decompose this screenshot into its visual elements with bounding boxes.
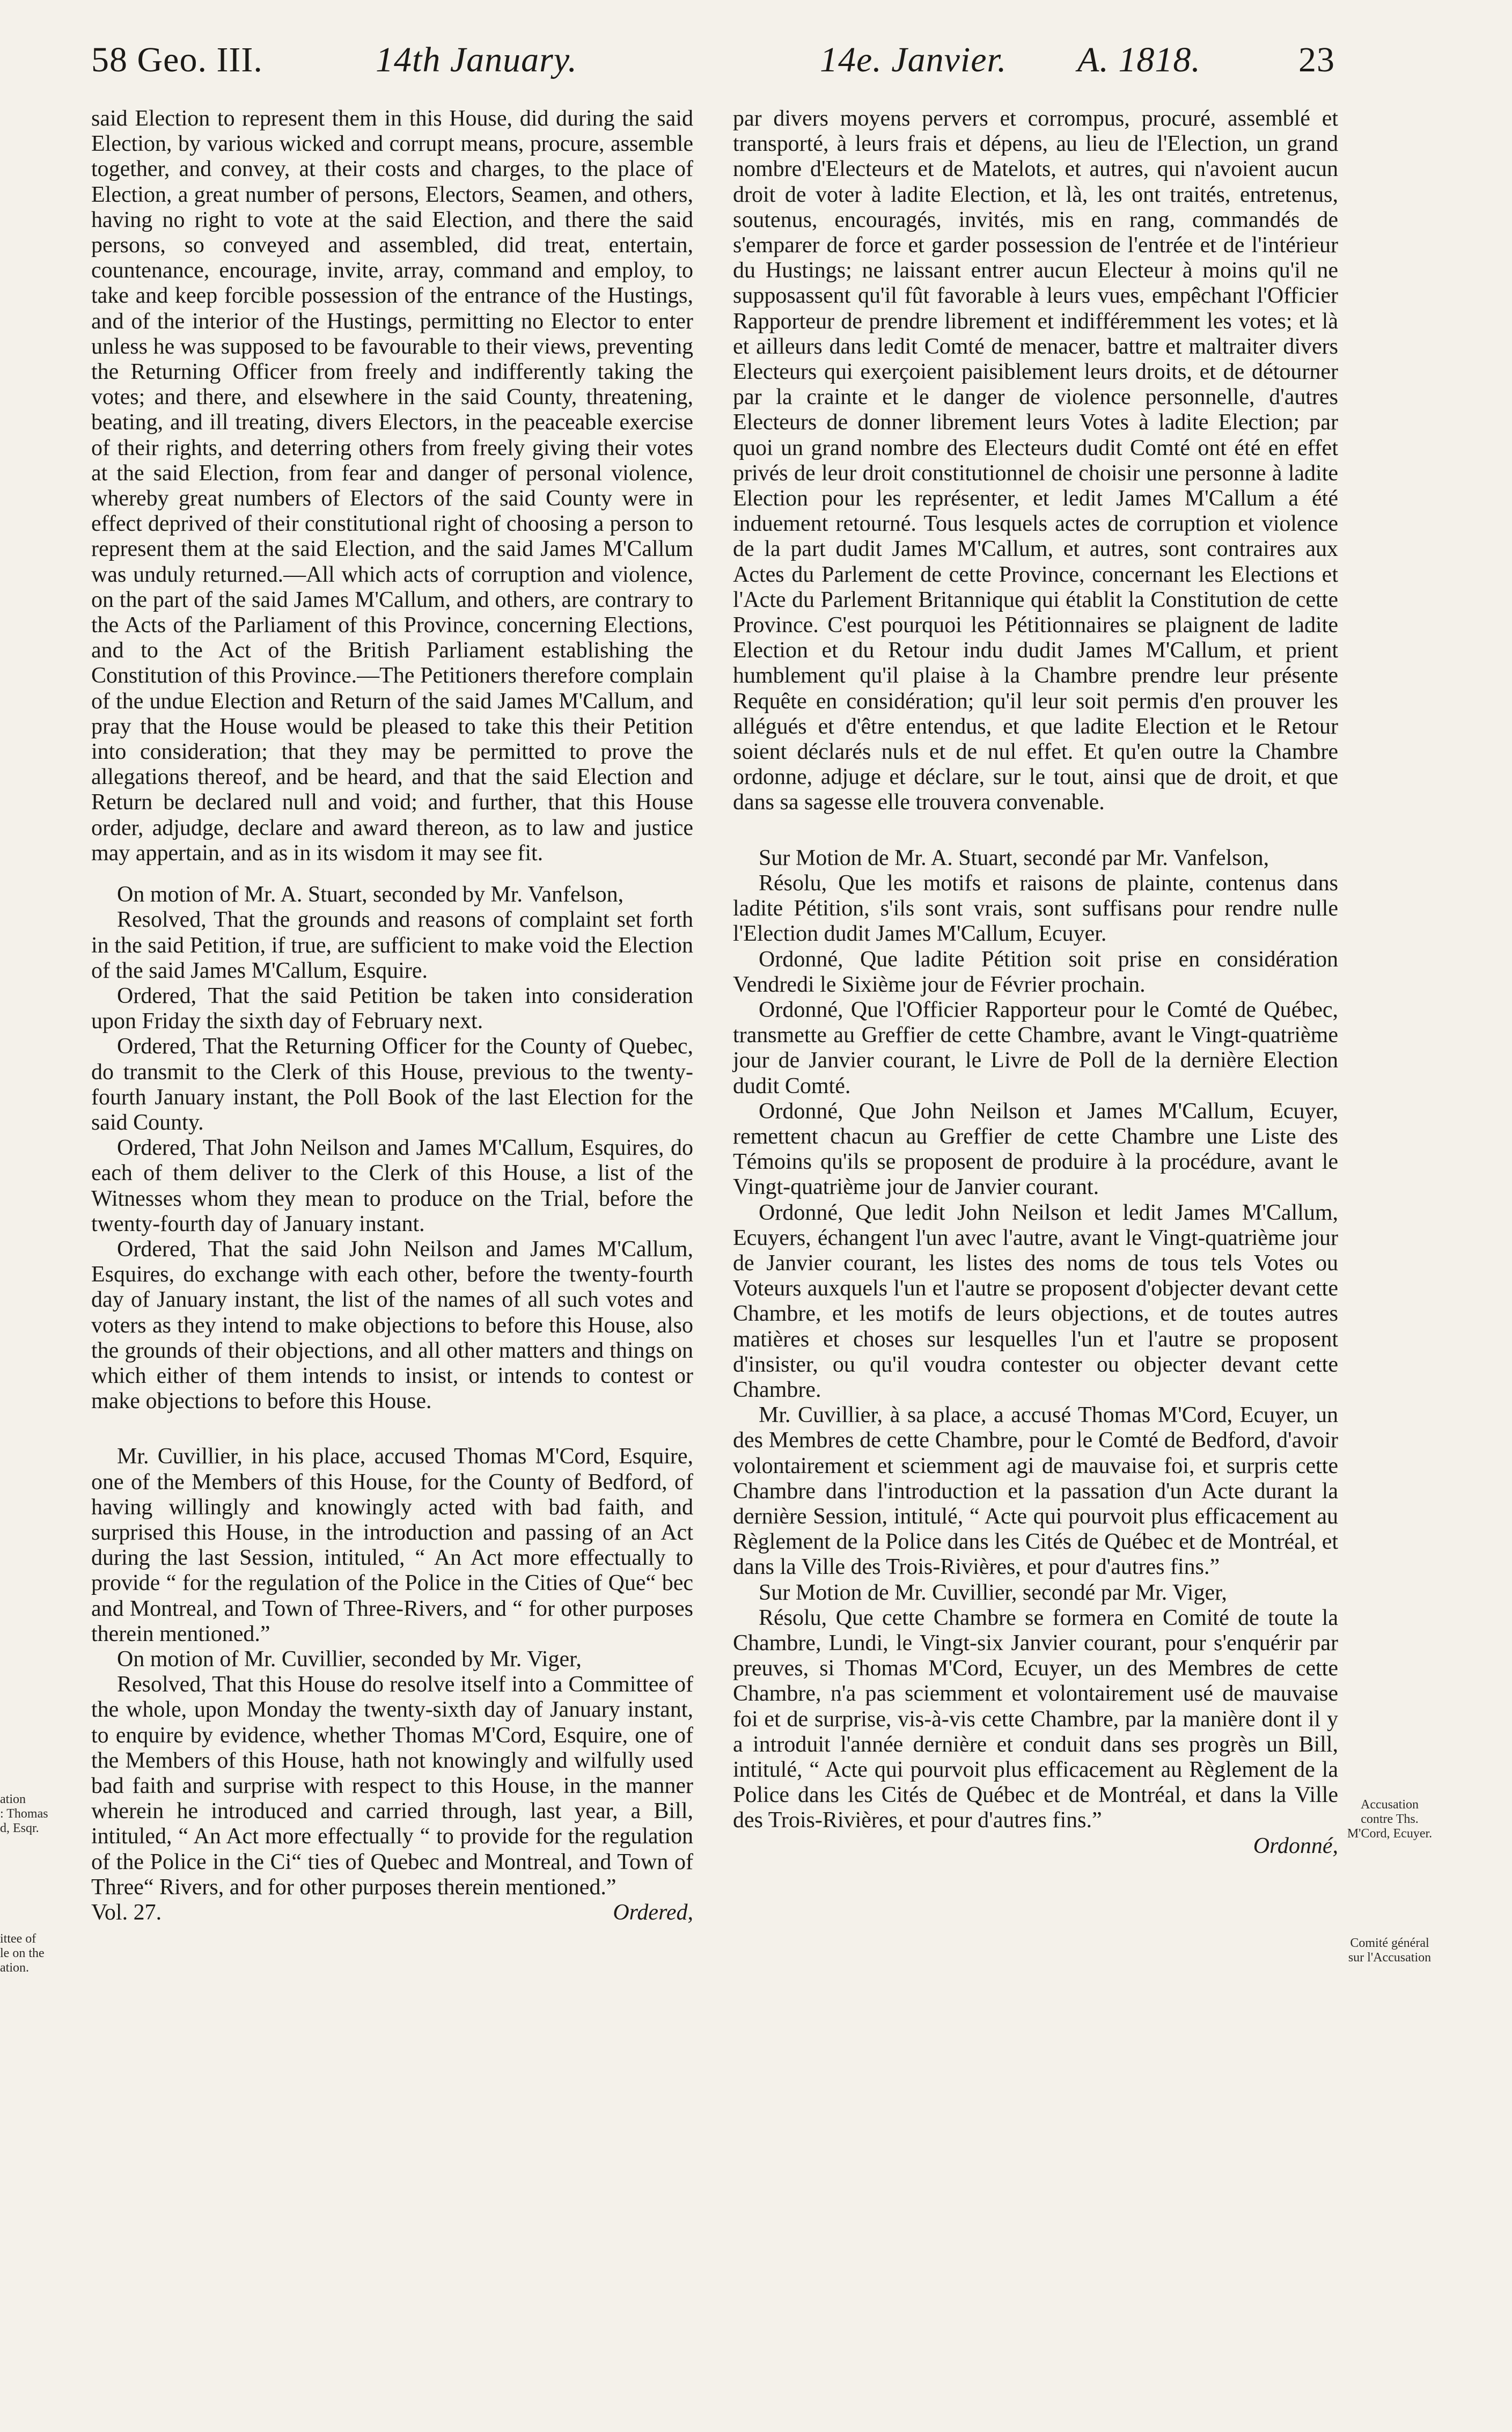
motion-cuvillier-en: On motion of Mr. Cuvillier, seconded by Mr. Viger, [117,1646,582,1672]
resolved-grounds-fr: Résolu, Que les motifs et raisons de plainte, contenus dans ladite Pétition, s'ils sont vrais, sont suffisans pour rendre nulle l'Election dudit James M'Callum, Ecuyer. [733,870,1338,947]
ordered-exchange-lists-fr: Ordonné, Que ledit John Neilson et ledit James M'Callum, Ecuyers, échangent l'un avec l'autre, avant le Vingt-quatrième jour de Janvier courant, les listes des noms de tous tels Votes ou Voteurs auxquels l'un et l'autre se proposent d'objecter devant cette Chambre, et les motifs de leurs objections, et de toutes autres matières et choses sur lesquelles l'un et l'autre se proposent d'insister, ou qu'il voudra contester ou objecter devant cette Chambre. [733,1200,1338,1402]
ordered-returning-officer-en: Ordered, That the Returning Officer for the County of Quebec, do transmit to the Clerk of this House, previous to the twenty-fourth January instant, the Poll Book of the last Election for the said County. [91,1034,693,1135]
ordered-consideration-en: Ordered, That the said Petition be taken into consideration upon Friday the sixth day of February next. [91,983,693,1034]
footer-en [91,1900,693,1925]
margin-note-accusation-fr: Accusation contre Ths. M'Cord, Ecuyer. [1347,1798,1433,1841]
ordered-consideration-fr: Ordonné, Que ladite Pétition soit prise en considération Vendredi le Sixième jour de Février prochain. [733,947,1338,997]
ordered-exchange-lists-en: Ordered, That the said John Neilson and James M'Callum, Esquires, do exchange with each other, before the twenty-fourth day of January instant, the list of the names of all such votes and voters as they intend to make objections to before this House, also the grounds of their objections, and all other matters and things on which either of them intends to insist, or intends to contest or make objections to before this House. [91,1236,693,1414]
header-page-number: 23 [1298,40,1335,79]
motion-cuvillier-fr: Sur Motion de Mr. Cuvillier, secondé par Mr. Viger, [759,1580,1227,1605]
resolved-committee-en: Resolved, That this House do resolve itself into a Committee of the whole, upon Monday the twenty-sixth day of January instant, to enquire by evidence, whether Thomas M'Cord, Esquire, one of the Members of this House, hath not knowingly and wilfully used bad faith and surprise with respect to this House, in the manner wherein he introduced and carried through, last year, a Bill, intituled, “ An Act more effectually “ to provide for the regulation of the Police in the Ci“ ties of Quebec and Montreal, and Town of Three“ Rivers, and for other purposes therein mentioned.” [91,1672,693,1900]
petition-text-en: said Election to represent them in this House, did during the said Election, by various wicked and corrupt means, procure, assemble together, and convey, at their costs and charges, to the place of Election, a great number of persons, Electors, Seamen, and others, having no right to vote at the said Election, and there the said persons, so conveyed and assembled, did treat, entertain, countenance, encourage, invite, array, command and employ, to take and keep forcible possession of the entrance of the Hustings, and of the interior of the Hustings, permitting no Elector to enter unless he was supposed to be favourable to their views, preventing the Returning Officer from freely and indifferently taking the votes; and there, and elsewhere in the said County, threatening, beating, and ill treating, divers Electors, in the peaceable exercise of their rights, and deterring others from freely giving their votes at the said Election, from fear and danger of personal violence, whereby great numbers of Electors of the said County were in effect deprived of their constitutional right of choosing a person to represent them at the said Election, and the said James M'Callum was unduly returned.—All which acts of corruption and violence, on the part of the said James M'Callum, and others, are contrary to the Acts of the Parliament of this Province, concerning Elections, and to the Act of the British Parliament establishing the Constitution of this Province.—The Petitioners therefore complain of the undue Election and Return of the said James M'Callum, and pray that the House would be pleased to take this their Petition into consideration; that they may be permitted to prove the allegations thereof, and be heard, and that the said Election and Return be declared null and void; and further, that this House order, adjudge, declare and award thereon, as to law and justice may appertain, and as in its wisdom it may see fit. [91,106,693,866]
margin-note-accusation-en: ation : Thomas d, Esqr. [0,1792,48,1835]
volume-number: Vol. 27. [91,1900,162,1925]
accusation-mccord-en: Mr. Cuvillier, in his place, accused Thomas M'Cord, Esquire, one of the Members of this House, for the County of Bedford, of having willingly and knowingly acted with bad faith, and surprised this House, in the introduction and passing of an Act during the last Session, intituled, “ An Act more effectually to provide “ for the regulation of the Police in the Cities of Que“ bec and Montreal, and Town of Three-Rivers, and “ for other purposes therein mentioned.” [91,1444,693,1646]
ordered-witness-list-en: Ordered, That John Neilson and James M'Callum, Esquires, do each of them deliver to the Clerk of this House, a list of the Witnesses whom they mean to produce on the Trial, before the twenty-fourth day of January instant. [91,1136,693,1236]
header-year: A. 1818. [1077,40,1201,79]
resolved-grounds-en: Resolved, That the grounds and reasons of complaint set forth in the said Petition, if true, are sufficient to make void the Election of the said James M'Callum, Esquire. [91,907,693,983]
header-regnal-year: 58 Geo. III. [91,40,263,79]
motion-stuart-fr: Sur Motion de Mr. A. Stuart, secondé par Mr. Vanfelson, [759,845,1269,870]
margin-note-committee-en: ittee of le on the ation. [0,1932,45,1975]
catchword-fr: Ordonné, [1253,1833,1338,1858]
accusation-mccord-fr: Mr. Cuvillier, à sa place, a accusé Thomas M'Cord, Ecuyer, un des Membres de cette Chambre, pour le Comté de Bedford, d'avoir volontairement et sciemment agi de mauvaise foi, et surpris cette Chambre dans l'introduction et la passation d'un Acte durant la dernière Session, intitulé, “ Acte qui pourvoit plus efficacement au Règlement de la Police dans les Cités de Québec et de Montréal, et dans la Ville des Trois-Rivières, et pour d'autres fins.” [733,1403,1338,1580]
english-column [91,106,693,1925]
header-date-fr: 14e. Janvier. [820,40,1007,79]
margin-note-committee-fr: Comité général sur l'Accusation [1348,1936,1432,1965]
french-column [733,106,1338,1859]
petition-text-fr: par divers moyens pervers et corrompus, procuré, assemblé et transporté, à leurs frais et dépens, au lieu de l'Election, un grand nombre d'Electeurs et de Matelots, et autres, qui n'avoient aucun droit de voter à ladite Election, et là, les ont traités, entretenus, soutenus, encouragés, invités, mis en rang, commandés de s'emparer de force et garder possession de l'entrée et de l'intérieur du Hustings; ne laissant entrer aucun Electeur à moins qu'il ne supposassent qu'il fût favorable à leurs vues, empêchant l'Officier Rapporteur de prendre librement et indifféremment les votes; et là et ailleurs dans ledit Comté de menacer, battre et maltraiter divers Electeurs qui exerçoient paisiblement leurs droits, et de détourner par la crainte et le danger de violence personnelle, d'autres Electeurs de donner librement leurs Votes à ladite Election; par quoi un grand nombre des Electeurs dudit Comté ont été en effet privés de leur droit constitutionnel de choisir une personne à ladite Election pour les représenter, et ledit James M'Callum a été induement retourné. Tous lesquels actes de corruption et violence de la part dudit James M'Callum, et autres, sont contraires aux Actes du Parlement de cette Province, concernant les Elections et l'Acte du Parlement Britannique qui établit la Constitution de cette Province. C'est pourquoi les Pétitionnaires se plaignent de ladite Election et du Retour indu dudit James M'Callum, et prient humblement qu'il plaise à la Chambre prendre leur présente Requête en considération; qu'il leur soit permis d'en prouver les allégués et d'être entendus, et que ladite Election et le Retour soient déclarés nuls et de nul effet. Et qu'en outre la Chambre ordonne, adjuge et déclare, sur le tout, ainsi que de droit, et que dans sa sagesse elle trouvera convenable. [733,106,1338,815]
ordered-returning-officer-fr: Ordonné, Que l'Officier Rapporteur pour le Comté de Québec, transmette au Greffier de cette Chambre, avant le Vingt-quatrième jour de Janvier courant, le Livre de Poll de la dernière Election dudit Comté. [733,997,1338,1098]
catchword-en: Ordered, [613,1900,693,1925]
header-date-en: 14th January. [376,40,577,79]
resolved-committee-fr: Résolu, Que cette Chambre se formera en Comité de toute la Chambre, Lundi, le Vingt-six Janvier courant, pour s'enquérir par preuves, si Thomas M'Cord, Ecuyer, un des Membres de cette Chambre, n'a pas sciemment et volontairement usé de mauvaise foi et de surprise, vis-à-vis cette Chambre, par la manière dont il y a introduit l'année dernière et conduit dans ses progrès un Bill, intitulé, “ Acte qui pourvoit plus efficacement au Règlement de la Police dans les Cités de Québec et de Montréal, et dans la Ville des Trois-Rivières, et pour d'autres fins.” [733,1605,1338,1833]
footer-fr [733,1834,1338,1859]
ordered-witness-list-fr: Ordonné, Que John Neilson et James M'Callum, Ecuyer, remettent chacun au Greffier de cette Chambre une Liste des Témoins qu'ils se proposent de produire à la procédure, avant le Vingt-quatrième jour de Janvier courant. [733,1098,1338,1200]
motion-stuart-en: On motion of Mr. A. Stuart, seconded by Mr. Vanfelson, [117,882,624,907]
